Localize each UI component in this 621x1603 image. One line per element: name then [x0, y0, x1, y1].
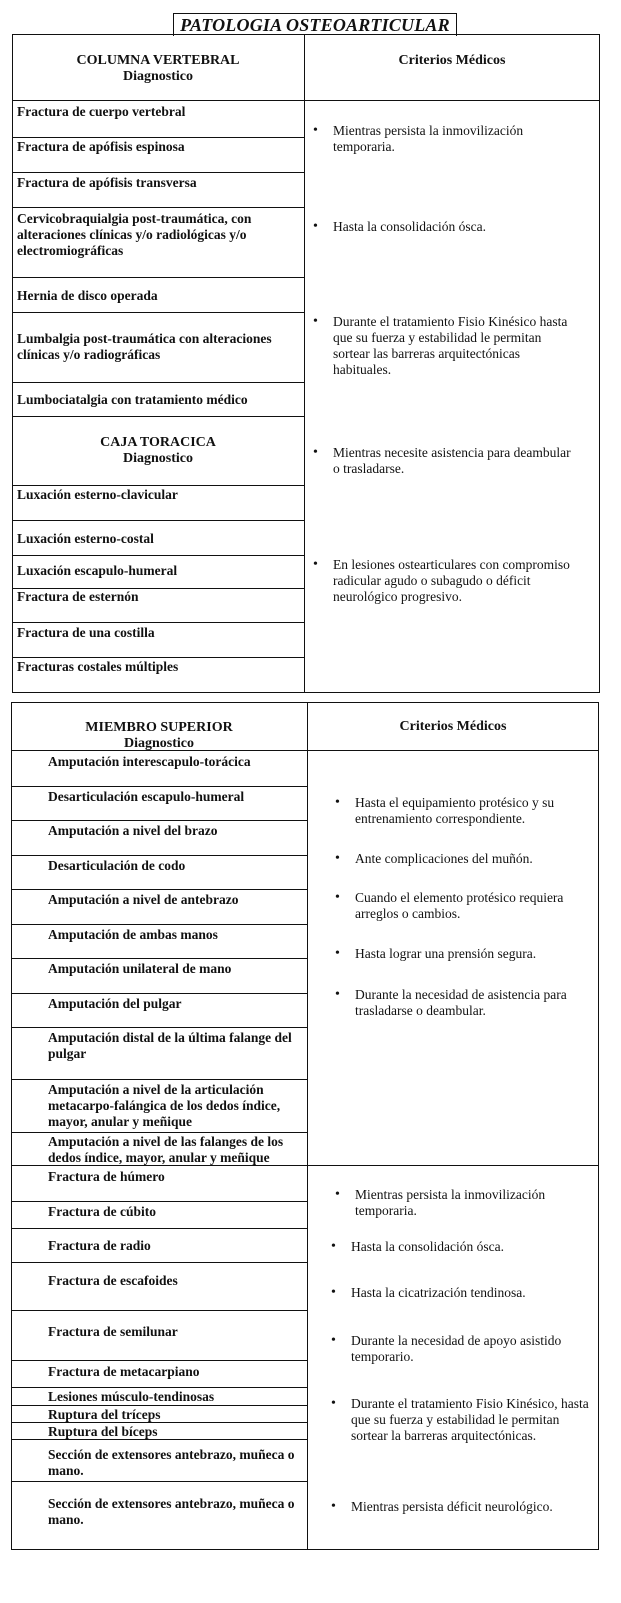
table2-column-divider: [307, 702, 308, 1550]
caja-toracica-header: [14, 435, 302, 467]
diagnosis-item: Amputación distal de la última falange del pulgar: [48, 1030, 292, 1061]
row-line: [11, 993, 307, 994]
criteria-item: • Durante el tratamiento Fisio Kinésico hasta que su fuerza y estabilidad le permitan sortear las barreras arquitectónicas habituales.: [313, 314, 578, 378]
row-line: [11, 924, 307, 925]
diagnosis-item: Fractura de escafoides: [48, 1273, 178, 1288]
row-line: [12, 485, 304, 486]
diagnosis-item: Amputación a nivel de antebrazo: [48, 892, 239, 907]
row-line: [12, 277, 304, 278]
header-diagnostico: Diagnostico: [123, 451, 193, 466]
row-line: [11, 1387, 307, 1388]
row-line: [12, 172, 304, 173]
row-line: [11, 1262, 307, 1263]
diagnosis-item: Amputación a nivel de la articulación metacarpo-falángica de los dedos índice, mayor, anular y meñique: [48, 1082, 281, 1129]
criteria-item: • Mientras persista la inmovilización temporaria.: [335, 1187, 587, 1219]
criteria-item: • Durante la necesidad de asistencia para trasladarse o deambular.: [335, 987, 587, 1019]
table2-header-right: Criterios Médicos: [399, 719, 507, 734]
header-diagnostico: Diagnostico: [124, 736, 194, 751]
criteria-item: • Durante el tratamiento Fisio Kinésico, hasta que su fuerza y estabilidad le permitan sortear la barreras arquitectónicas.: [331, 1396, 597, 1444]
diagnosis-item: Fracturas costales múltiples: [17, 659, 179, 674]
diagnosis-item: Luxación esterno-clavicular: [17, 487, 178, 502]
diagnosis-item: Amputación a nivel del brazo: [48, 823, 218, 838]
diagnosis-item: Fractura de apófisis espinosa: [17, 139, 185, 154]
row-line: [11, 1228, 307, 1229]
diagnosis-item: Amputación del pulgar: [48, 996, 182, 1011]
criteria-item: • En lesiones ostearticulares con compromiso radicular agudo o subagudo o déficit neurológico progresivo.: [313, 557, 581, 605]
diagnosis-item: Lesiones músculo-tendinosas: [48, 1389, 215, 1404]
diagnosis-item: Desarticulación de codo: [48, 858, 186, 873]
row-line: [11, 1027, 307, 1028]
header-columna-vertebral: COLUMNA VERTEBRAL: [76, 53, 240, 68]
criteria-item: • Hasta lograr una prensión segura.: [335, 946, 587, 962]
diagnosis-item: Sección de extensores antebrazo, muñeca o mano.: [48, 1496, 295, 1527]
header-caja-toracica: CAJA TORACICA: [100, 435, 216, 450]
row-line: [11, 1310, 307, 1311]
header-diagnostico: Diagnostico: [123, 69, 193, 84]
page-title: PATOLOGIA OSTEOARTICULAR: [173, 13, 457, 36]
row-line: [11, 1405, 307, 1406]
row-line: [12, 312, 304, 313]
table1-header-right: Criterios Médicos: [398, 53, 506, 68]
diagnosis-item: Fractura de radio: [48, 1238, 151, 1253]
diagnosis-item: Fractura de cúbito: [48, 1204, 156, 1219]
row-line: [11, 1132, 307, 1133]
criteria-item: • Mientras persista déficit neurológico.: [331, 1499, 597, 1515]
row-line: [11, 1360, 307, 1361]
row-line: [11, 1079, 307, 1080]
criteria-item: • Hasta la consolidación ósca.: [313, 219, 571, 235]
criteria-item: • Durante la necesidad de apoyo asistido temporario.: [331, 1333, 587, 1365]
diagnosis-item: Fractura de una costilla: [17, 625, 155, 640]
criteria-item: • Mientras necesite asistencia para deambular o trasladarse.: [313, 445, 571, 477]
row-line: [12, 137, 304, 138]
criteria-item: • Ante complicaciones del muñón.: [335, 851, 587, 867]
row-line: [12, 520, 304, 521]
table2-header-left: [13, 720, 305, 752]
row-line: [11, 889, 307, 890]
row-line: [11, 820, 307, 821]
table1-column-divider: [304, 34, 305, 693]
diagnosis-item: Amputación a nivel de las falanges de los dedos índice, mayor, anular y meñique: [48, 1134, 284, 1165]
diagnosis-item: Luxación escapulo-humeral: [17, 563, 178, 578]
criteria-item: • Cuando el elemento protésico requiera arreglos o cambios.: [335, 890, 587, 922]
criteria-item: • Mientras persista la inmovilización temporaria.: [313, 123, 571, 155]
diagnosis-item: Hernia de disco operada: [17, 288, 158, 303]
row-line: [11, 855, 307, 856]
diagnosis-item: Lumbociatalgia con tratamiento médico: [17, 392, 248, 407]
diagnosis-item: Fractura de metacarpiano: [48, 1364, 200, 1379]
diagnosis-item: Ruptura del bíceps: [48, 1424, 158, 1439]
row-line: [12, 382, 304, 383]
diagnosis-item: Fractura de húmero: [48, 1169, 165, 1184]
diagnosis-item: Fractura de apófisis transversa: [17, 175, 197, 190]
diagnosis-item: Fractura de esternón: [17, 589, 139, 604]
row-line: [12, 416, 304, 417]
table1-header-rule: [12, 100, 600, 101]
diagnosis-item: Fractura de cuerpo vertebral: [17, 104, 186, 119]
row-line: [11, 1201, 307, 1202]
row-line: [12, 555, 304, 556]
diagnosis-item: Ruptura del tríceps: [48, 1407, 161, 1422]
row-line: [11, 1481, 307, 1482]
diagnosis-item: Amputación interescapulo-torácica: [48, 754, 251, 769]
diagnosis-item: Cervicobraquialgia post-traumática, con alteraciones clínicas y/o radiológicas y/o electromiográficas: [17, 211, 252, 258]
row-line: [12, 622, 304, 623]
row-line: [11, 958, 307, 959]
criteria-item: • Hasta la cicatrización tendinosa.: [331, 1285, 587, 1301]
criteria-item: • Hasta el equipamiento protésico y su entrenamiento correspondiente.: [335, 795, 587, 827]
diagnosis-item: Amputación de ambas manos: [48, 927, 218, 942]
criteria-item: • Hasta la consolidación ósca.: [331, 1239, 587, 1255]
row-line: [12, 207, 304, 208]
diagnosis-item: Luxación esterno-costal: [17, 531, 154, 546]
row-line: [12, 657, 304, 658]
row-line: [11, 786, 307, 787]
diagnosis-item: Amputación unilateral de mano: [48, 961, 232, 976]
diagnosis-item: Sección de extensores antebrazo, muñeca o mano.: [48, 1447, 295, 1478]
diagnosis-item: Fractura de semilunar: [48, 1324, 178, 1339]
diagnosis-item: Desarticulación escapulo-humeral: [48, 789, 245, 804]
diagnosis-item: Lumbalgia post-traumática con alteraciones clínicas y/o radiográficas: [17, 331, 272, 362]
table1-header-left: [14, 53, 302, 85]
header-miembro-superior: MIEMBRO SUPERIOR: [85, 720, 233, 735]
